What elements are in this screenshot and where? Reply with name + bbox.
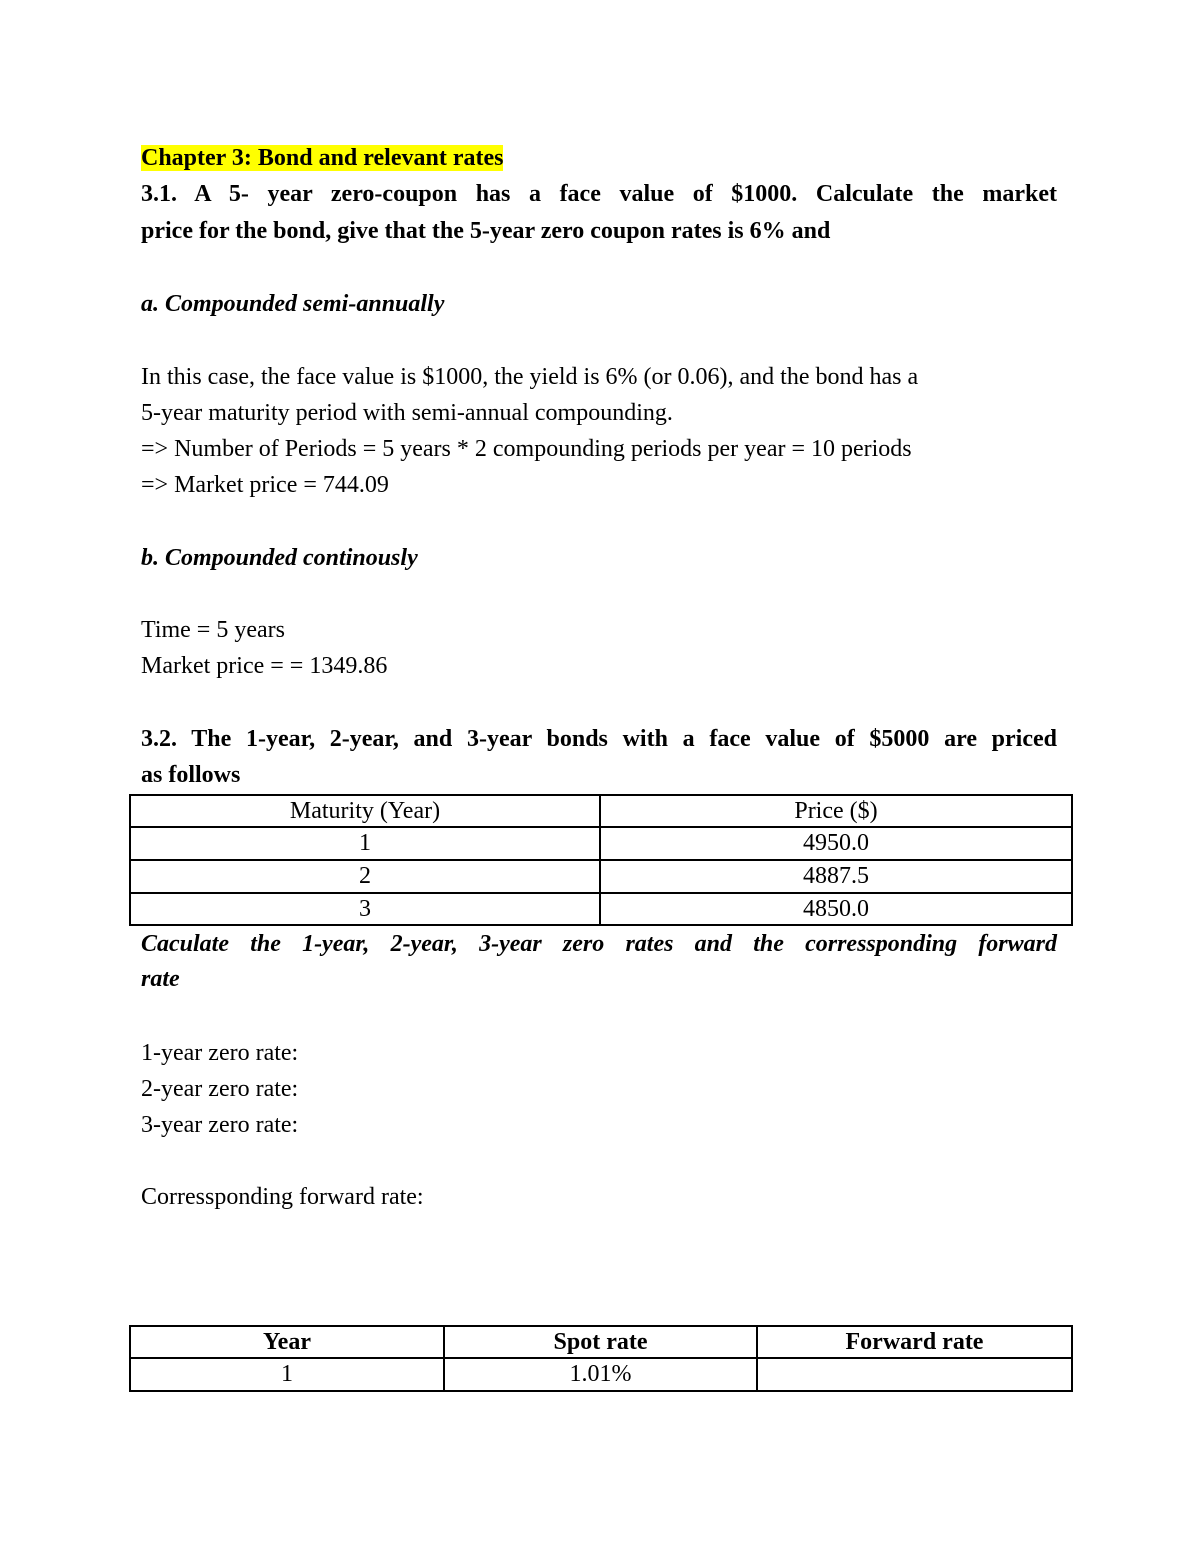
part-b-heading: b. Compounded continously [141, 545, 418, 571]
q31-line1: 3.1. A 5- year zero-coupon has a face value of $1000. Calculate the market [141, 181, 1057, 207]
header-price: Price ($) [600, 795, 1072, 827]
price-cell: 4887.5 [600, 860, 1072, 893]
table-row [130, 893, 1072, 925]
part-a-price: => Market price = 744.09 [141, 472, 389, 498]
part-a-text1: In this case, the face value is $1000, the yield is 6% (or 0.06), and the bond has a [141, 364, 919, 390]
year-cell: 1 [130, 1358, 444, 1391]
table-row [130, 827, 1072, 860]
part-b-price: Market price = = 1349.86 [141, 653, 388, 679]
part-a-periods: => Number of Periods = 5 years * 2 compounding periods per year = 10 periods [141, 436, 912, 462]
zero-rate-1: 1-year zero rate: [141, 1040, 299, 1066]
q32-line1: 3.2. The 1-year, 2-year, and 3-year bonds with a face value of $5000 are priced [141, 726, 1057, 752]
forward-rate-cell [757, 1358, 1072, 1391]
header-year: Year [130, 1326, 444, 1358]
bond-price-table [129, 794, 1073, 926]
spot-rate-cell: 1.01% [444, 1358, 757, 1391]
chapter-heading [141, 140, 503, 176]
part-a-text2: 5-year maturity period with semi-annual compounding. [141, 400, 673, 426]
maturity-cell: 2 [130, 860, 600, 893]
part-b-time: Time = 5 years [141, 617, 285, 643]
table-row [130, 1358, 1072, 1391]
chapter-title: Chapter 3: Bond and relevant rates [141, 145, 504, 171]
zero-rate-2: 2-year zero rate: [141, 1076, 299, 1102]
header-spot-rate: Spot rate [444, 1326, 757, 1358]
zero-rate-3: 3-year zero rate: [141, 1112, 299, 1138]
table-header-row [130, 1326, 1072, 1358]
instruction-line2: rate [141, 966, 180, 992]
q31-line2: price for the bond, give that the 5-year zero coupon rates is 6% and [141, 218, 831, 244]
instruction-line1: Caculate the 1-year, 2-year, 3-year zero rates and the corressponding forward [141, 931, 1057, 957]
table-header-row [130, 795, 1072, 827]
spot-forward-table [129, 1325, 1073, 1392]
price-cell: 4950.0 [600, 827, 1072, 860]
maturity-cell: 1 [130, 827, 600, 860]
part-a-heading: a. Compounded semi-annually [141, 291, 445, 317]
table-row [130, 860, 1072, 893]
maturity-cell: 3 [130, 893, 600, 925]
header-forward-rate: Forward rate [757, 1326, 1072, 1358]
forward-rate-label: Corressponding forward rate: [141, 1184, 424, 1210]
price-cell: 4850.0 [600, 893, 1072, 925]
header-maturity: Maturity (Year) [130, 795, 600, 827]
q32-line2: as follows [141, 762, 241, 788]
